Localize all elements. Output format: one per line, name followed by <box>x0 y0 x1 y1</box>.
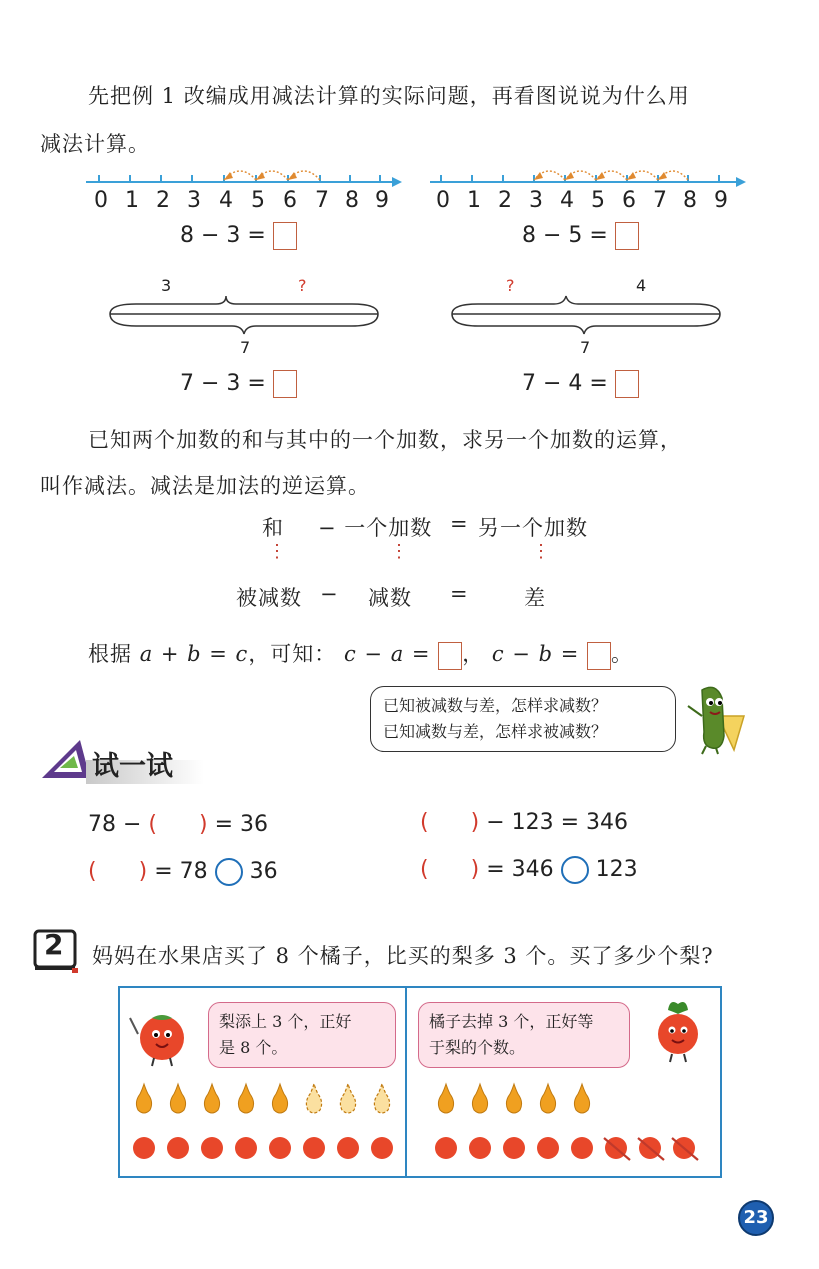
brace-right <box>448 292 724 336</box>
hint-speech-bubble <box>370 686 676 752</box>
exercise-r2c1 <box>88 858 278 886</box>
orange-icon <box>503 1137 525 1159</box>
equation-text: 7 − 4 = <box>522 371 608 396</box>
label-2: 2 <box>498 188 512 213</box>
operator-circle[interactable] <box>215 858 243 886</box>
dashed-pear-icon <box>374 1084 389 1113</box>
definition-line-1: 已知两个加数的和与其中的一个加数，求另一个加数的运算， <box>88 428 682 452</box>
answer-box[interactable] <box>273 370 297 398</box>
exercise-r1c2 <box>420 810 628 835</box>
number-line-right-labels <box>424 188 754 212</box>
dots-3: ⋮ <box>532 541 550 562</box>
brace-right-bottom: 7 <box>580 338 591 357</box>
paren-close: ) <box>470 810 480 835</box>
equation-8-5 <box>522 222 639 250</box>
orange-icon <box>371 1137 393 1159</box>
number-line-left-labels <box>80 188 410 212</box>
hop-arcs <box>224 171 320 180</box>
right-bubble-line-2: 于梨的个数。 <box>429 1038 526 1057</box>
relation-bottom-equals: = <box>450 582 469 606</box>
paren-close: ) <box>199 812 208 837</box>
equation-8-3 <box>180 222 297 250</box>
label-7: 7 <box>653 188 667 213</box>
equation-text: 8 − 5 = <box>522 223 608 248</box>
illustration-divider <box>405 986 407 1178</box>
equation-text: 7 − 3 = <box>180 371 266 396</box>
relation-minus: − <box>320 582 339 606</box>
label-1: 1 <box>125 188 139 213</box>
label-3: 3 <box>187 188 201 213</box>
label-6: 6 <box>622 188 636 213</box>
formula-expr: a + b = c <box>139 642 249 666</box>
paren-open: ( <box>420 857 429 882</box>
relation-other-addend: 另一个加数 <box>478 516 588 540</box>
label-5: 5 <box>591 188 605 213</box>
relation-sum: 和 <box>262 516 284 540</box>
label-4: 4 <box>560 188 574 213</box>
problem-number: 2 <box>44 928 64 961</box>
pear-icon <box>540 1084 555 1113</box>
hint-line-2: 已知减数与差，怎样求被减数？ <box>383 722 608 741</box>
dots-1: ⋮ <box>268 541 286 562</box>
ex-text: = 78 <box>154 859 208 884</box>
equation-text: 8 − 3 = <box>180 223 266 248</box>
orange-icon <box>133 1137 155 1159</box>
label-6: 6 <box>283 188 297 213</box>
label-3: 3 <box>529 188 543 213</box>
brace-left-top-b: ? <box>298 276 307 295</box>
problem-text: 妈妈在水果店买了 8 个橘子，比买的梨多 3 个。买了多少个梨? <box>92 944 714 968</box>
orange-icon <box>337 1137 359 1159</box>
exercise-r2c2 <box>420 856 638 884</box>
left-fruit-rows <box>128 1080 400 1170</box>
try-heading: 试一试 <box>92 751 173 782</box>
label-9: 9 <box>375 188 389 213</box>
ex-text: = 346 <box>486 857 554 882</box>
left-panel-bubble <box>208 1002 396 1068</box>
intro-line-1: 先把例 1 改编成用减法计算的实际问题，再看图说说为什么用 <box>88 84 690 108</box>
equation-7-4 <box>522 370 639 398</box>
paren-close: ) <box>470 857 480 882</box>
dashed-pear-icon <box>306 1084 321 1113</box>
orange-icon <box>235 1137 257 1159</box>
label-8: 8 <box>683 188 697 213</box>
ex-text: 123 <box>595 857 638 882</box>
pear-icon <box>506 1084 521 1113</box>
relation-difference: 差 <box>524 586 546 610</box>
answer-box-c-minus-b[interactable] <box>587 642 611 670</box>
relation-subtrahend: 减数 <box>368 586 412 610</box>
paren-open: ( <box>420 810 429 835</box>
orange-icon <box>469 1137 491 1159</box>
formula-end: 。 <box>610 642 633 666</box>
hop-arrowheads <box>224 172 297 180</box>
right-fruit-rows <box>428 1080 718 1170</box>
formula-prefix: 根据 <box>88 642 132 666</box>
orange-icon <box>571 1137 593 1159</box>
relation-top-equals: = <box>450 512 469 536</box>
label-5: 5 <box>251 188 265 213</box>
pear-icon <box>170 1084 185 1113</box>
formula-mid: ，可知： <box>248 642 337 666</box>
label-8: 8 <box>345 188 359 213</box>
relation-one-addend: − 一个加数 <box>318 516 433 540</box>
brace-left-bottom: 7 <box>240 338 251 357</box>
brace-left <box>106 292 382 336</box>
ex-text: 36 <box>249 859 278 884</box>
paren-open: ( <box>88 859 97 884</box>
answer-box[interactable] <box>273 222 297 250</box>
equation-7-3 <box>180 370 297 398</box>
paren-close: ) <box>138 859 148 884</box>
answer-box-c-minus-a[interactable] <box>438 642 462 670</box>
hop-arrowheads <box>534 172 667 180</box>
dots-2: ⋮ <box>390 541 408 562</box>
right-panel-bubble <box>418 1002 630 1068</box>
pear-icon <box>272 1084 287 1113</box>
page-number: 23 <box>738 1200 774 1236</box>
radish-mascot-icon <box>650 998 706 1064</box>
label-0: 0 <box>436 188 450 213</box>
brace-right-top-a: ? <box>506 276 515 295</box>
label-4: 4 <box>219 188 233 213</box>
label-2: 2 <box>156 188 170 213</box>
label-7: 7 <box>315 188 329 213</box>
brace-right-top-b: 4 <box>636 276 647 295</box>
pear-icon <box>574 1084 589 1113</box>
formula-q2: c − b = <box>491 642 580 666</box>
pear-icon <box>438 1084 453 1113</box>
dashed-pear-icon <box>340 1084 355 1113</box>
formula-q1: c − a = <box>344 642 431 666</box>
relation-minuend: 被减数 <box>236 586 302 610</box>
label-1: 1 <box>467 188 481 213</box>
formula-line <box>88 638 633 670</box>
ex-text: − 123 = 346 <box>486 810 629 835</box>
intro-line-2: 减法计算。 <box>40 132 150 156</box>
brace-left-top-a: 3 <box>161 276 172 295</box>
orange-icon <box>435 1137 457 1159</box>
ex-text: 78 − <box>88 812 142 837</box>
formula-comma: ， <box>462 642 485 666</box>
ex-text: = 36 <box>214 812 269 837</box>
answer-box[interactable] <box>615 370 639 398</box>
pear-icon <box>238 1084 253 1113</box>
pear-icon <box>204 1084 219 1113</box>
pear-icon <box>136 1084 151 1113</box>
exercise-r1c1 <box>88 812 268 837</box>
tomato-mascot-icon <box>128 1004 194 1070</box>
paren-open: ( <box>148 812 158 837</box>
orange-icon <box>201 1137 223 1159</box>
answer-box[interactable] <box>615 222 639 250</box>
label-9: 9 <box>714 188 728 213</box>
left-bubble-line-1: 梨添上 3 个，正好 <box>219 1012 352 1031</box>
orange-icon <box>537 1137 559 1159</box>
label-0: 0 <box>94 188 108 213</box>
cucumber-mascot-icon <box>672 676 752 756</box>
orange-icon <box>167 1137 189 1159</box>
operator-circle[interactable] <box>561 856 589 884</box>
definition-line-2: 叫作减法。减法是加法的逆运算。 <box>40 474 370 498</box>
pear-icon <box>472 1084 487 1113</box>
left-bubble-line-2: 是 8 个。 <box>219 1038 288 1057</box>
orange-icon <box>303 1137 325 1159</box>
orange-icon <box>269 1137 291 1159</box>
hint-line-1: 已知被减数与差，怎样求减数？ <box>383 696 608 715</box>
right-bubble-line-1: 橘子去掉 3 个，正好等 <box>429 1012 594 1031</box>
